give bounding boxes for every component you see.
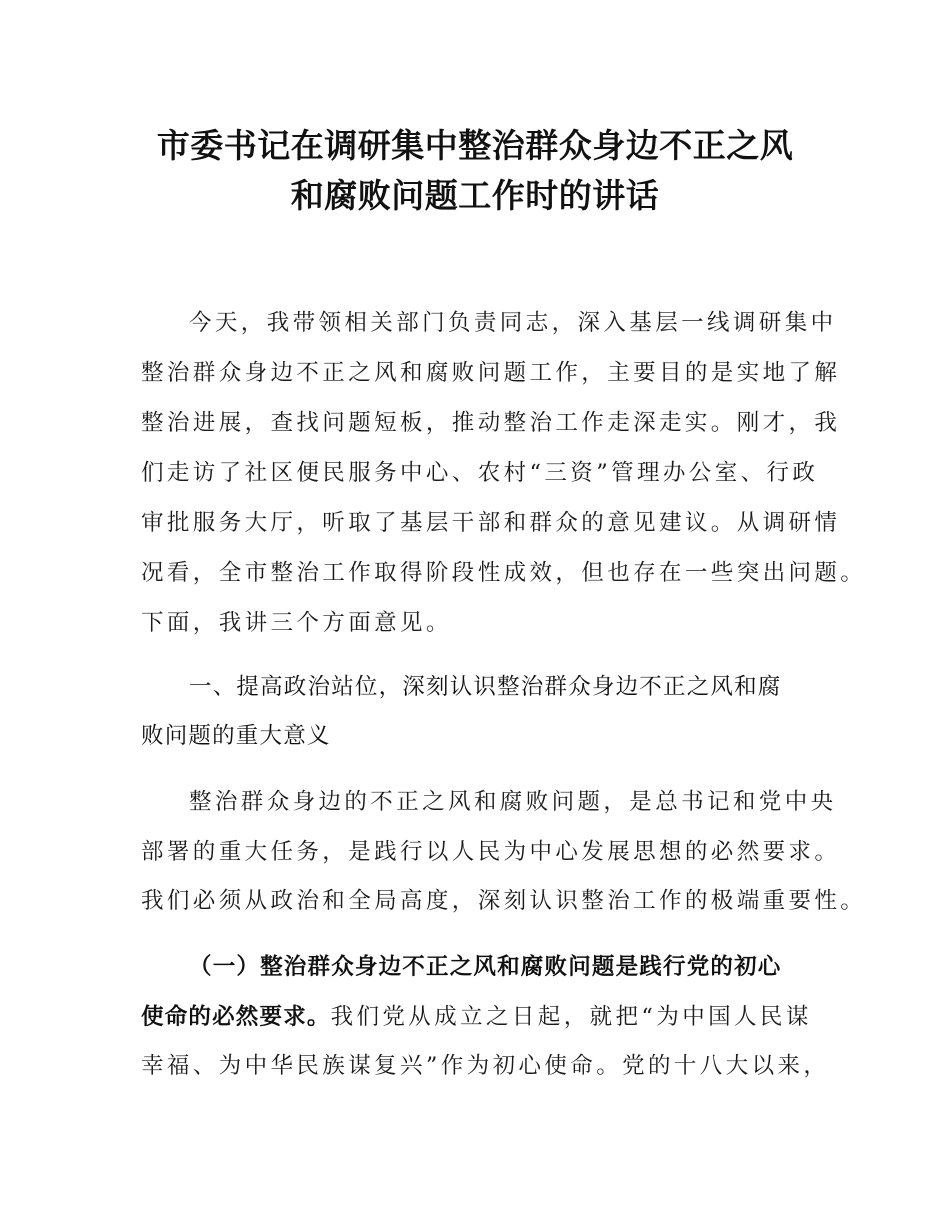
section-body-line: 整治群众身边的不正之风和腐败问题，是总书记和党中央 [189, 789, 837, 815]
subsection-mixed-line [141, 1002, 831, 1032]
intro-paragraph-line: 整治进展，查找问题短板，推动整治工作走深走实。刚才，我 [141, 410, 841, 436]
subsection-heading-tail: 使命的必然要求。 [141, 1004, 331, 1030]
section-body-line: 我们必须从政治和全局高度，深刻认识整治工作的极端重要性。 [141, 888, 867, 914]
section-heading-line: 败问题的重大意义 [141, 723, 331, 749]
document-title-line-1: 市委书记在调研集中整治群众身边不正之风 [156, 126, 794, 165]
subsection-body-line: 幸福、为中华民族谋复兴”作为初心使命。党的十八大以来， [141, 1053, 830, 1079]
intro-paragraph-line: 下面，我讲三个方面意见。 [141, 610, 452, 636]
document-title-line-2: 和腐败问题工作时的讲话 [290, 176, 660, 215]
intro-paragraph-line: 况看，全市整治工作取得阶段性成效，但也存在一些突出问题。 [141, 560, 867, 586]
intro-paragraph-line: 今天，我带领相关部门负责同志，深入基层一线调研集中 [189, 310, 837, 336]
subsection-heading-line: （一）整治群众身边不正之风和腐败问题是践行党的初心 [189, 954, 782, 980]
subsection-body-text: 我们党从成立之日起，就把“为中国人民谋 [330, 1004, 812, 1030]
section-heading-line: 一、提高政治站位，深刻认识整治群众身边不正之风和腐 [189, 674, 782, 700]
intro-paragraph-line: 们走访了社区便民服务中心、农村“三资”管理办公室、行政 [141, 460, 819, 486]
intro-paragraph-line: 整治群众身边不正之风和腐败问题工作，主要目的是实地了解 [141, 360, 841, 386]
intro-paragraph-line: 审批服务大厅，听取了基层干部和群众的意见建议。从调研情 [141, 510, 841, 536]
section-body-line: 部署的重大任务，是践行以人民为中心发展思想的必然要求。 [141, 839, 841, 865]
